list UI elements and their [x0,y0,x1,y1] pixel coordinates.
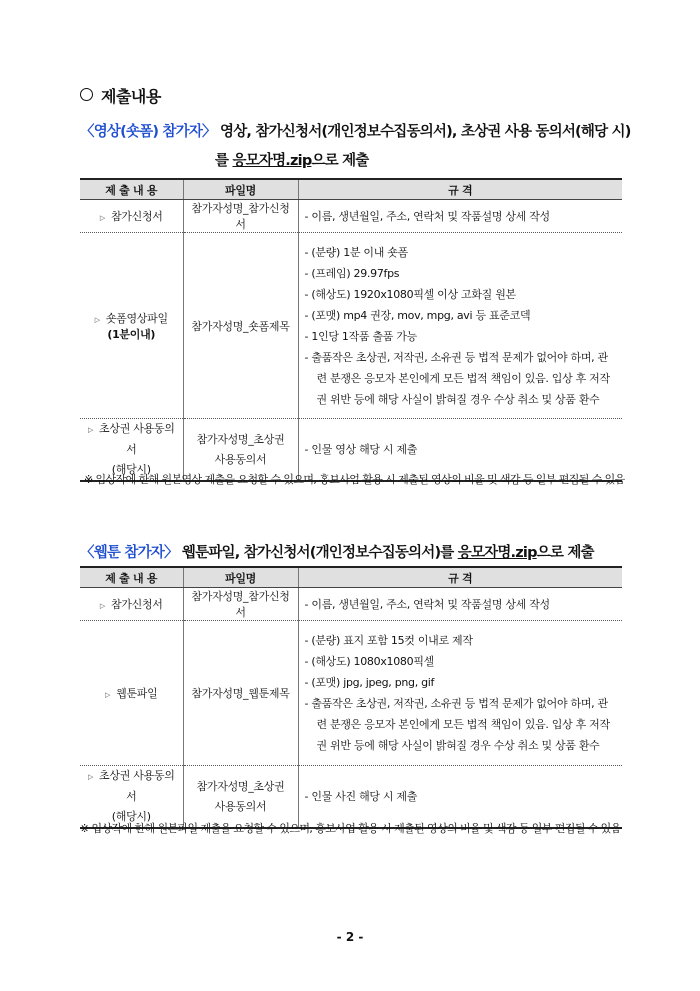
triangle-bullet-icon: ▷ [105,691,111,699]
table-header-row [80,179,622,200]
triangle-bullet-icon: ▷ [87,426,94,434]
item-label: 초상권 사용동의서 [99,422,175,456]
table-row [80,588,622,621]
header-file: 파일명 [183,179,298,200]
file-line: 사용동의서 [214,799,267,813]
spec-line: - (분량) 1분 이내 숏폼 [304,245,408,259]
spec-line: - (해상도) 1080x1080픽셀 [304,655,434,668]
table-row [80,200,622,233]
video-note: ※ 입상작에 한해 원본영상 제출을 요청할 수 있으며, 홍보사업 활용 시 제출된 영상의 비율 및 색감 등 일부 편집될 수 있음 [84,473,625,486]
header-spec: 규 격 [298,567,622,588]
spec-line: - (프레임) 29.97fps [304,266,400,280]
item-sub: (해당시) [111,463,151,476]
video-line2-post: 으로 제출 [311,153,369,169]
spec-cell [298,621,622,766]
item-label: 웹툰파일 [116,687,158,700]
header-item: 제 출 내 용 [80,567,183,588]
item-cell [80,621,183,766]
spec-line: - 1인당 1작품 출품 가능 [304,329,417,343]
section-title: 제출내용 [101,87,161,106]
file-cell: 참가자성명_숏폼제목 [183,233,298,419]
header-item: 제 출 내 용 [80,179,183,200]
spec-line: - (해상도) 1920x1080픽셀 이상 고화질 원본 [304,287,516,301]
spec-line: - 이름, 생년월일, 주소, 연락처 및 작품설명 상세 작성 [304,597,550,611]
webtoon-instruction-line [80,541,594,562]
table-header-row [80,567,622,588]
item-cell [80,588,183,621]
triangle-bullet-icon: ▷ [99,602,105,610]
spec-line: - 출품작은 초상권, 저작권, 소유권 등 법적 문제가 없어야 하며, 관련 분쟁은 응모자 본인에게 모든 법적 책임이 있음. 입상 후 저작권 위반 등에 해당 사실이 밝혀질 경우 수상 취소 및 상품 환수 [304,697,610,752]
item-cell [80,766,183,829]
webtoon-tag: 〈웹툰 참가자〉 [80,545,178,561]
spec-cell [298,200,622,233]
file-line: 사용동의서 [214,452,267,466]
video-zip-name: 응모자명.zip [232,153,312,169]
section-heading [80,84,161,107]
triangle-bullet-icon: ▷ [87,773,94,781]
spec-line: - (분량) 표지 포함 15컷 이내로 제작 [304,634,473,647]
item-sub: (해당시) [111,810,151,823]
webtoon-line-post: 으로 제출 [536,545,594,561]
file-cell [183,766,298,829]
table-row [80,233,622,419]
item-label: 숏폼영상파일 [105,311,168,325]
item-cell [80,200,183,233]
spec-cell [298,766,622,829]
item-label: 초상권 사용동의서 [99,769,175,803]
video-line2-pre: 를 [215,153,233,169]
file-cell: 참가자성명_참가신청서 [183,200,298,233]
spec-cell [298,588,622,621]
spec-line: - 인물 영상 해당 시 제출 [304,443,418,456]
triangle-bullet-icon: ▷ [94,315,100,324]
video-line1-rest: 영상, 참가신청서(개인정보수집동의서), 초상권 사용 동의서(해당 시) [215,124,631,140]
file-cell: 참가자성명_참가신청서 [183,588,298,621]
spec-line: - (포맷) mp4 권장, mov, mpg, avi 등 표준코덱 [304,308,531,322]
item-label: 참가신청서 [110,598,163,611]
spec-cell [298,233,622,419]
webtoon-note: ※ 입상작에 한해 원본파일 제출을 요청할 수 있으며, 홍보사업 활용 시 제출된 영상의 비율 및 색감 등 일부 편집될 수 있음 [80,822,621,835]
spec-line: - (포맷) jpg, jpeg, png, gif [304,676,435,689]
file-line: 참가자성명_초상권 [196,779,285,793]
spec-line: - 인물 사진 해당 시 제출 [304,790,418,803]
table-row [80,621,622,766]
item-label: 참가신청서 [110,210,163,223]
spec-line: - 이름, 생년월일, 주소, 연락처 및 작품설명 상세 작성 [304,209,550,223]
header-file: 파일명 [183,567,298,588]
table-row [80,766,622,829]
item-cell [80,233,183,419]
file-cell: 참가자성명_웹툰제목 [183,621,298,766]
triangle-bullet-icon: ▷ [99,214,105,222]
video-submission-table [80,178,622,482]
file-line: 참가자성명_초상권 [196,432,285,446]
video-tag: 〈영상(숏폼) 참가자〉 [80,124,216,140]
item-sub: (1분이내) [107,327,156,341]
spec-line: - 출품작은 초상권, 저작권, 소유권 등 법적 문제가 없어야 하며, 관련 분쟁은 응모자 본인에게 모든 법적 책임이 있음. 입상 후 저작권 위반 등에 해당 사실이 밝혀질 경우 수상 취소 및 상품 환수 [304,350,610,406]
webtoon-submission-table [80,566,622,829]
circle-bullet-icon [80,88,93,101]
page-number: - 2 - [336,930,364,944]
video-instruction-line-1 [80,120,631,141]
webtoon-zip-name: 응모자명.zip [457,545,537,561]
webtoon-line-rest: 웹툰파일, 참가신청서(개인정보수집동의서)를 [177,545,458,561]
video-instruction-line-2 [215,149,368,170]
header-spec: 규 격 [298,179,622,200]
